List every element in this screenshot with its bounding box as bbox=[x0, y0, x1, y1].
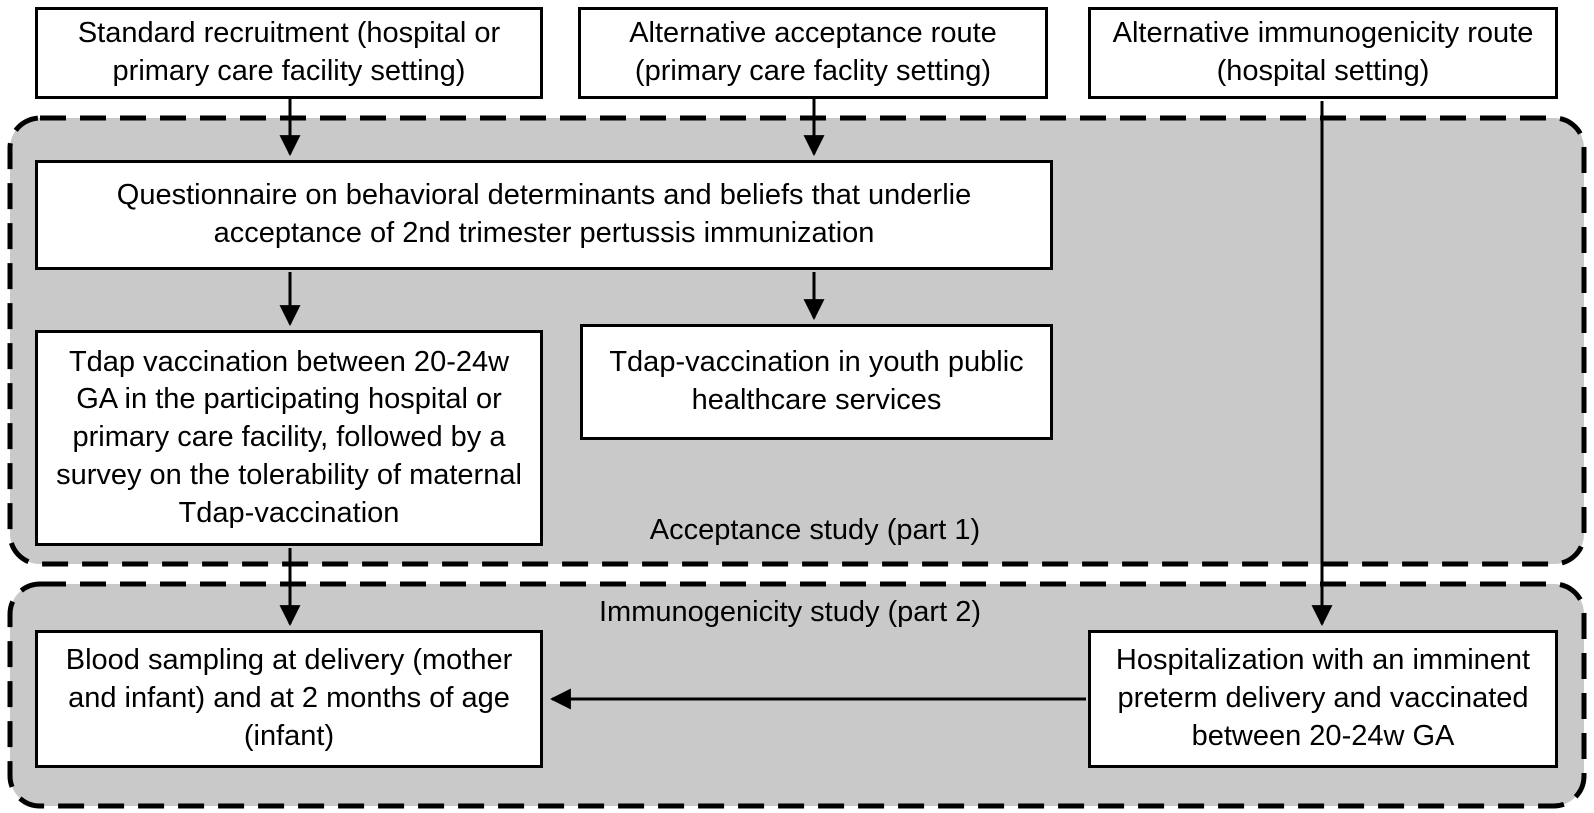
box-questionnaire: Questionnaire on behavioral determinants and beliefs that underlie acceptance of 2nd trimester pertussis immunization bbox=[35, 160, 1053, 270]
box-tdap-vaccination: Tdap vaccination between 20-24w GA in the participating hospital or primary care facility, followed by a survey on the tolerability of maternal Tdap-vaccination bbox=[35, 330, 543, 546]
immunogenicity-study-title: Immunogenicity study (part 2) bbox=[599, 596, 981, 628]
box-youth-vaccination: Tdap-vaccination in youth public healthcare services bbox=[580, 324, 1053, 440]
box-alternative-acceptance-route: Alternative acceptance route (primary care faclity setting) bbox=[578, 7, 1048, 99]
box-hospitalization: Hospitalization with an imminent preterm delivery and vaccinated between 20-24w GA bbox=[1088, 630, 1558, 768]
box-blood-sampling: Blood sampling at delivery (mother and infant) and at 2 months of age (infant) bbox=[35, 630, 543, 768]
box-standard-recruitment: Standard recruitment (hospital or primary care facility setting) bbox=[35, 7, 543, 99]
box-alternative-immunogenicity-route: Alternative immunogenicity route (hospital setting) bbox=[1088, 7, 1558, 99]
acceptance-study-title: Acceptance study (part 1) bbox=[649, 514, 981, 546]
